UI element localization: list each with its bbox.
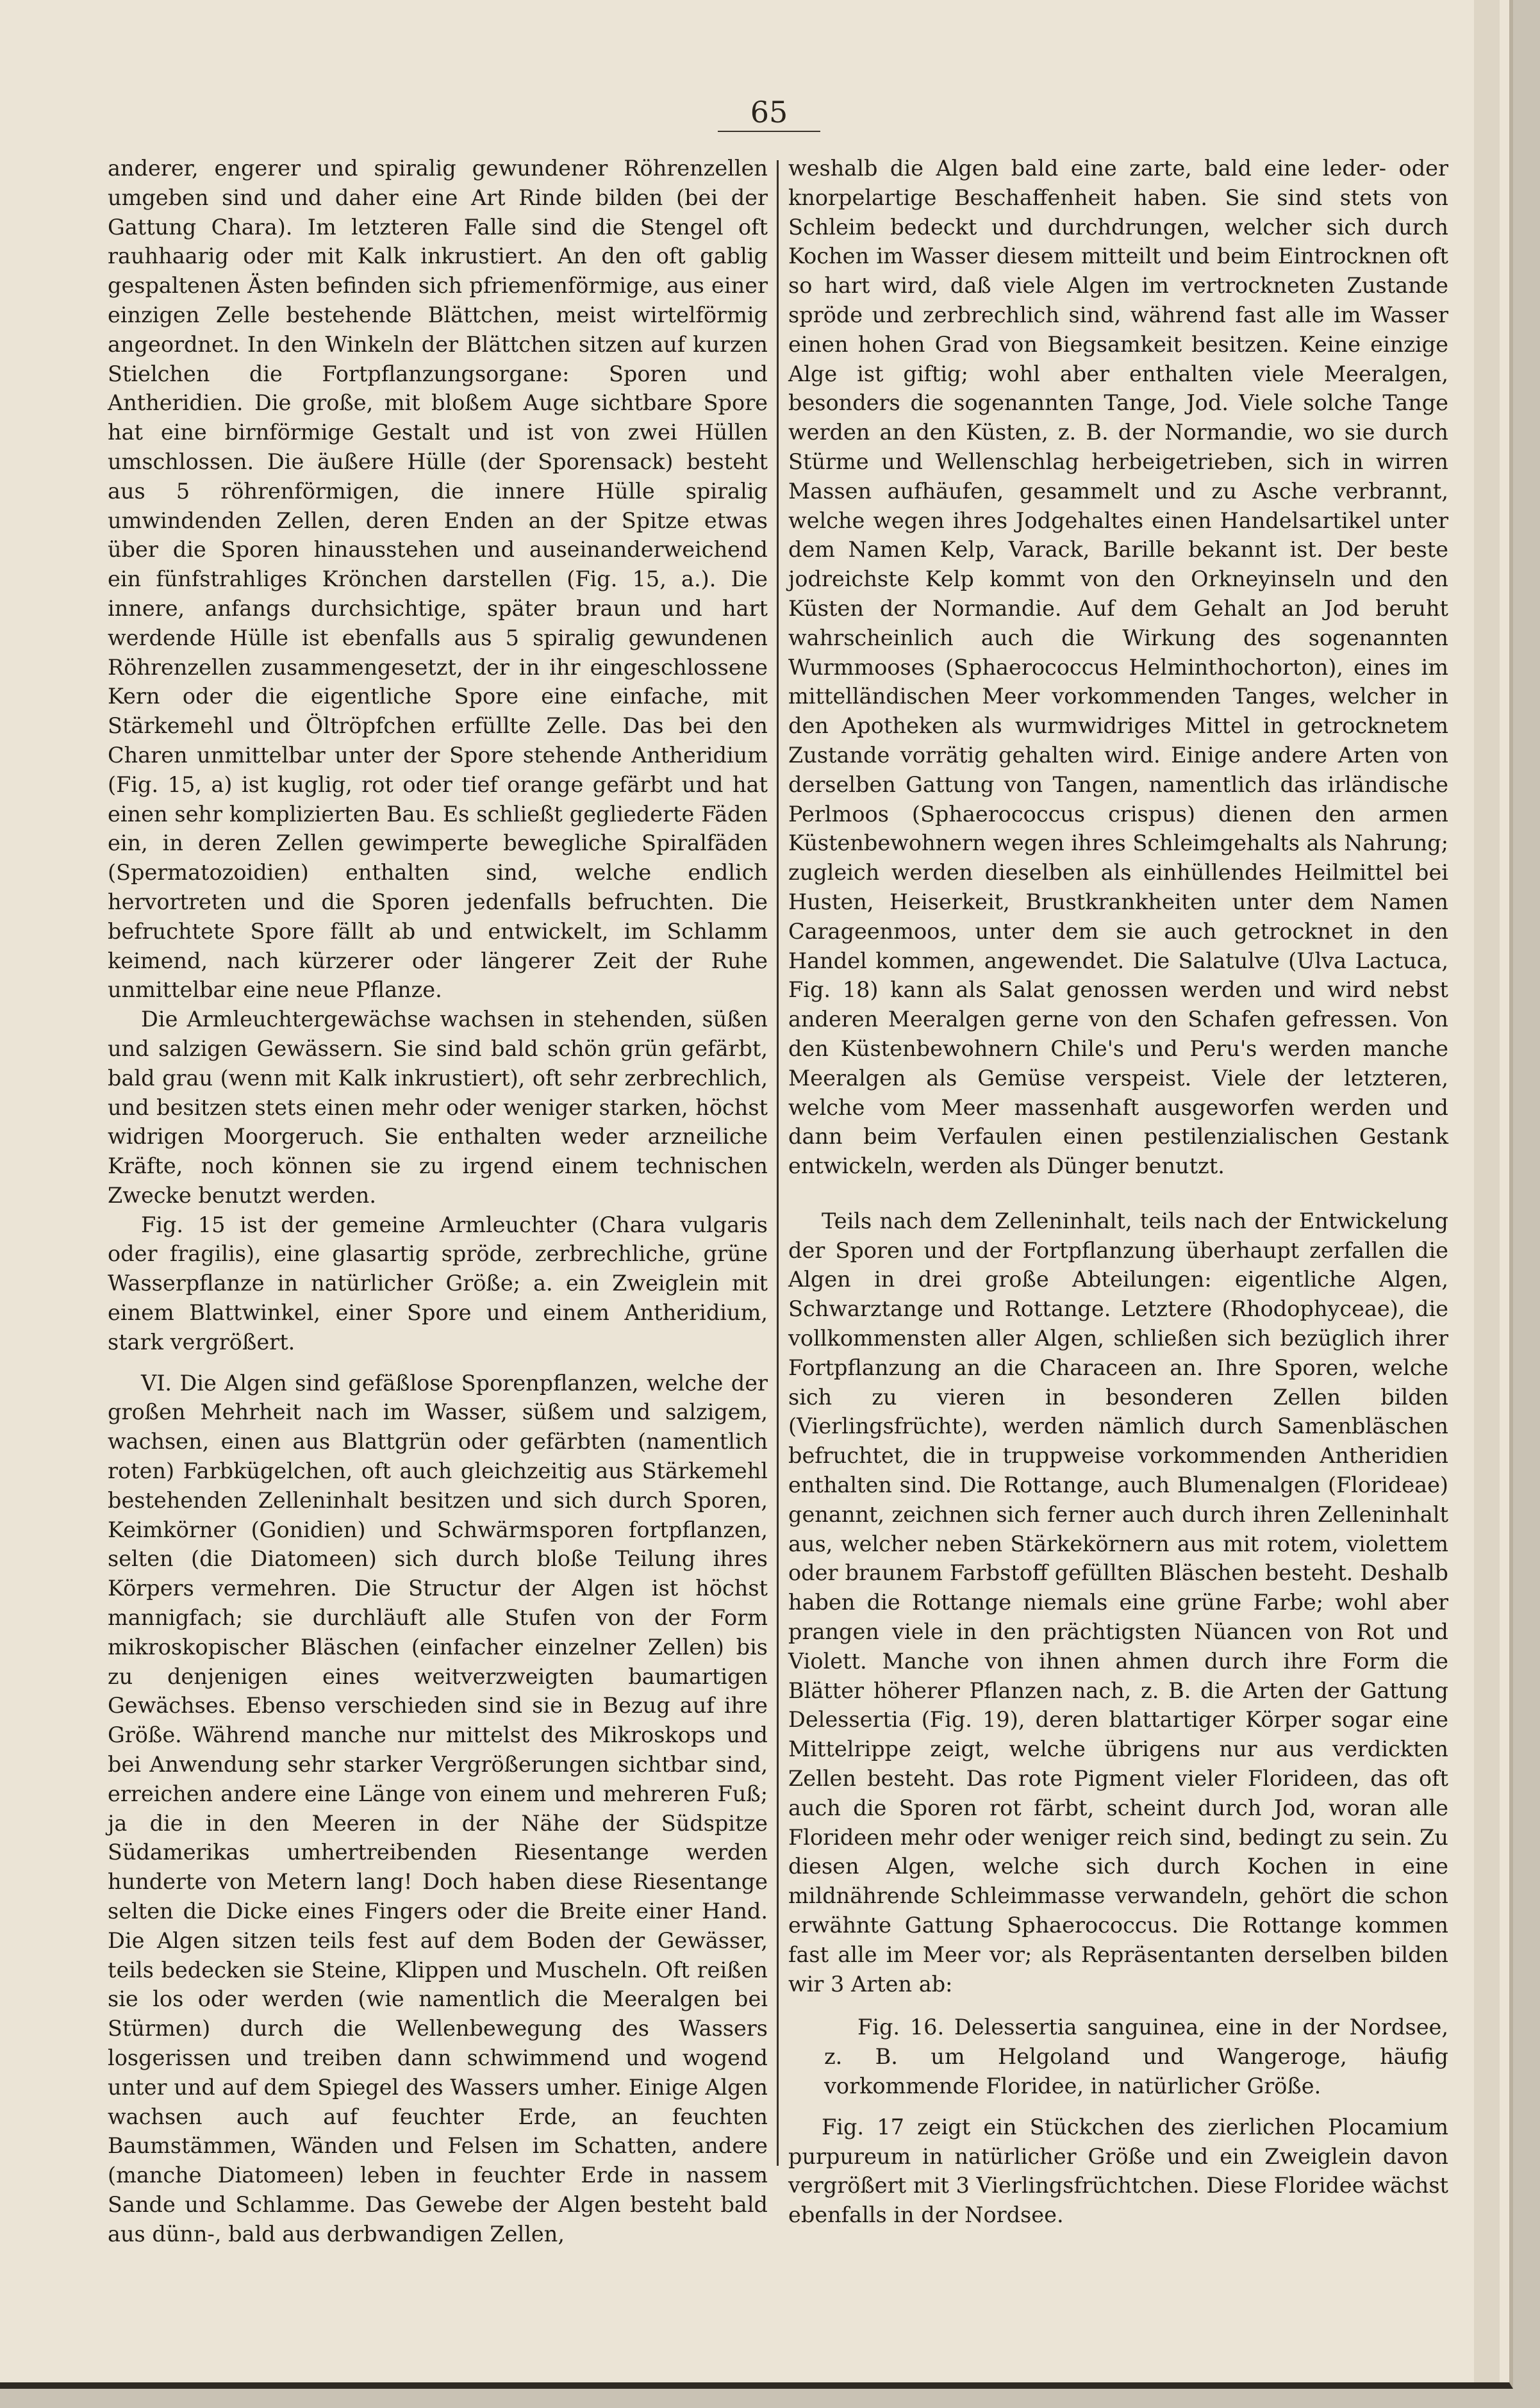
right-column (788, 154, 1448, 2230)
paragraph-algen-intro: VI. Die Algen sind gefäßlose Sporenpflanzen, welche der großen Mehrheit nach im Wasser, süßem und salzigem, wachsen, einen aus Blattgrün oder gefärbten (namentlich roten) Farbkügelchen, oft auch gleichzeitig aus Stärkemehl bestehenden Zelleninhalt besitzen und sich durch Sporen, Keimkörner (Gonidien) und Schwärmsporen fortpflanzen, selten (die Diatomeen) sich durch bloße Teilung ihres Körpers vermehren. Die Structur der Algen ist höchst mannigfach; sie durchläuft alle Stufen von der Form mikroskopischer Bläschen (einfacher einzelner Zellen) bis zu denjenigen eines weitverzweigten baumartigen Gewächses. Ebenso verschieden sind sie in Bezug auf ihre Größe. Während manche nur mittelst des Mikroskops und bei Anwendung sehr starker Vergrößerungen sichtbar sind, erreichen andere eine Länge von einem und mehreren Fuß; ja die in den Meeren in der Nähe der Südspitze Südamerikas umhertreibenden Riesentange werden hunderte von Metern lang! Doch haben diese Riesentange selten die Dicke eines Fingers oder die Breite einer Hand. Die Algen sitzen teils fest auf dem Boden der Gewässer, teils bedecken sie Steine, Klippen und Muscheln. Oft reißen sie los oder werden (wie namentlich die Meeralgen bei Stürmen) durch die Wellenbewegung des Wassers losgerissen und treiben dann schwimmend und wogend unter und auf dem Spiegel des Wassers umher. Einige Algen wachsen auch auf feuchter Erde, an feuchten Baumstämmen, Wänden und Felsen im Schatten, andere (manche Diatomeen) leben in feuchter Erde in nassem Sande und Schlamme. Das Gewebe der Algen besteht bald aus dünn-, bald aus derbwandigen Zellen, (108, 1370, 768, 2247)
column-divider (777, 160, 779, 2166)
paragraph-armleuchter-habitat: Die Armleuchtergewächse wachsen in stehenden, süßen und salzigen Gewässern. Sie sind bald schön grün gefärbt, bald grau (wenn mit Kalk inkrustiert), oft sehr zerbrechlich, und besitzen stets einen mehr oder weniger starken, höchst widrigen Moorgeruch. Sie enthalten weder arzneiliche Kräfte, noch können sie zu irgend einem technischen Zwecke benutzt werden. (108, 1007, 768, 1208)
paragraph-chara-structure: anderer, engerer und spiralig gewundener Röhrenzellen umgeben sind und daher eine Art Rinde bilden (bei der Gattung Chara). Im letzteren Falle sind die Stengel oft rauhhaarig oder mit Kalk inkrustiert. An den oft gablig gespaltenen Ästen befinden sich pfriemenförmige, aus einer einzigen Zelle bestehende Blättchen, meist wirtelförmig angeordnet. In den Winkeln der Blättchen sitzen auf kurzen Stielchen die Fortpflanzungsorgane: Sporen und Antheridien. Die große, mit bloßem Auge sichtbare Spore hat eine birnförmige Gestalt und ist von zwei Hüllen umschlossen. Die äußere Hülle (der Sporensack) besteht aus 5 röhrenförmigen, die innere Hülle spiralig umwindenden Zellen, deren Enden an der Spitze etwas über die Sporen hinausstehen und auseinanderweichend ein fünfstrahliges Krönchen darstellen (Fig. 15, a.). Die innere, anfangs durchsichtige, später braun und hart werdende Hülle ist ebenfalls aus 5 spiralig gewundenen Röhrenzellen zusammengesetzt, der in ihr eingeschlossene Kern oder die eigentliche Spore eine einfache, mit Stärkemehl und Öltröpfchen erfüllte Zelle. Das bei den Charen unmittelbar unter der Spore stehende Antheridium (Fig. 15, a) ist kuglig, rot oder tief orange gefärbt und hat einen sehr komplizierten Bau. Es schließt gegliederte Fäden ein, in deren Zellen gewimperte bewegliche Spiralfäden (Spermatozoidien) enthalten sind, welche endlich hervortreten und die Sporen jedenfalls befruchten. Die befruchtete Spore fällt ab und entwickelt, im Schlamm keimend, nach kürzerer oder längerer Zeit der Ruhe unmittelbar eine neue Pflanze. (108, 156, 768, 1003)
paragraph-fig15-caption: Fig. 15 ist der gemeine Armleuchter (Chara vulgaris oder fragilis), eine glasartig spröde, zerbrechliche, grüne Wasserpflanze in natürlicher Größe; a. ein Zweiglein mit einem Blattwinkel, einer Spore und einem Antheridium, stark vergrößert. (108, 1212, 768, 1355)
paragraph-fig16-caption: Fig. 16. Delessertia sanguinea, eine in der Nordsee, z. B. um Helgoland und Wangeroge, häufig vorkommende Floridee, in natürlicher Größe. (824, 2015, 1448, 2099)
page-number: 65 (750, 95, 788, 129)
paragraph-fig17-caption: Fig. 17 zeigt ein Stückchen des zierlichen Plocamium purpureum in natürlicher Größe und ein Zweiglein davon vergrößert mit 3 Vierlingsfrüchtchen. Diese Floridee wächst ebenfalls in der Nordsee. (788, 2114, 1448, 2228)
page-edge-shadow (1474, 0, 1500, 2382)
paragraph-algen-properties: weshalb die Algen bald eine zarte, bald eine leder- oder knorpelartige Beschaffenheit haben. Sie sind stets von Schleim bedeckt und durchdrungen, welcher sich durch Kochen im Wasser diesem mitteilt und beim Eintrocknen oft so hart wird, daß viele Algen im vertrockneten Zustande spröde und zerbrechlich sind, während fast alle im Wasser einen hohen Grad von Biegsamkeit besitzen. Keine einzige Alge ist giftig; wohl aber enthalten viele Meeralgen, besonders die sogenannten Tange, Jod. Viele solche Tange werden an den Küsten, z. B. der Normandie, wo sie durch Stürme und Wellenschlag herbeigetrieben, sich in wirren Massen aufhäufen, gesammelt und zu Asche verbrannt, welche wegen ihres Jodgehaltes einen Handelsartikel unter dem Namen Kelp, Varack, Barille bekannt ist. Der beste jodreichste Kelp kommt von den Orkneyinseln und den Küsten der Normandie. Auf dem Gehalt an Jod beruht wahrscheinlich auch die Wirkung des sogenannten Wurmmooses (Sphaerococcus Helminthochorton), eines im mittelländischen Meer vorkommenden Tanges, welcher in den Apotheken als wurmwidriges Mittel in getrocknetem Zustande vorrätig gehalten wird. Einige andere Arten von derselben Gattung von Tangen, namentlich das irländische Perlmoos (Sphaerococcus crispus) dienen den armen Küstenbewohnern wegen ihres Schleimgehalts als Nahrung; zugleich werden dieselben als einhüllendes Heilmittel bei Husten, Heiserkeit, Brustkrankheiten unter dem Namen Carageenmoos, unter dem sie auch getrocknet in den Handel kommen, angewendet. Die Salatulve (Ulva Lactuca, Fig. 18) kann als Salat genossen werden und wird nebst anderen Meeralgen gerne von den Schafen gefressen. Von den Küstenbewohnern Chile's und Peru's werden manche Meeralgen als Gemüse verspeist. Viele der letzteren, welche vom Meer massenhaft ausgeworfen werden und dann beim Verfaulen einen pestilenzialischen Gestank entwickeln, werden als Dünger benutzt. (788, 156, 1448, 1179)
paragraph-algen-classification: Teils nach dem Zelleninhalt, teils nach der Entwickelung der Sporen und der Fortpflanzung überhaupt zerfallen die Algen in drei große Abteilungen: eigentliche Algen, Schwarztange und Rottange. Letztere (Rhodophyceae), die vollkommensten aller Algen, schließen sich bezüglich ihrer Fortpflanzung an die Characeen an. Ihre Sporen, welche sich zu vieren in besonderen Zellen bilden (Vierlingsfrüchte), werden nämlich durch Samenbläschen befruchtet, die in truppweise vorkommenden Antheridien enthalten sind. Die Rottange, auch Blumenalgen (Florideae) genannt, zeichnen sich ferner auch durch ihren Zelleninhalt aus, welcher neben Stärkekörnern aus mit rotem, violettem oder braunem Farbstoff gefüllten Bläschen besteht. Deshalb haben die Rottange niemals eine grüne Farbe; wohl aber prangen viele in den prächtigsten Nüancen von Rot und Violett. Manche von ihnen ahmen durch ihre Form die Blätter höherer Pflanzen nach, z. B. die Arten der Gattung Delessertia (Fig. 19), deren blattartiger Körper sogar eine Mittelrippe zeigt, welche übrigens nur aus verdickten Zellen besteht. Das rote Pigment vieler Florideen, das oft auch die Sporen rot färbt, scheint durch Jod, woran alle Florideen mehr oder weniger reich sind, bedingt zu sein. Zu diesen Algen, welche sich durch Kochen in eine mildnährende Schleimmasse verwandeln, gehört die schon erwähnte Gattung Sphaerococcus. Die Rottange kommen fast alle im Meer vor; als Repräsentanten derselben bilden wir 3 Arten ab: (788, 1208, 1448, 1997)
left-column (108, 154, 768, 2249)
page-number-rule (718, 131, 820, 132)
